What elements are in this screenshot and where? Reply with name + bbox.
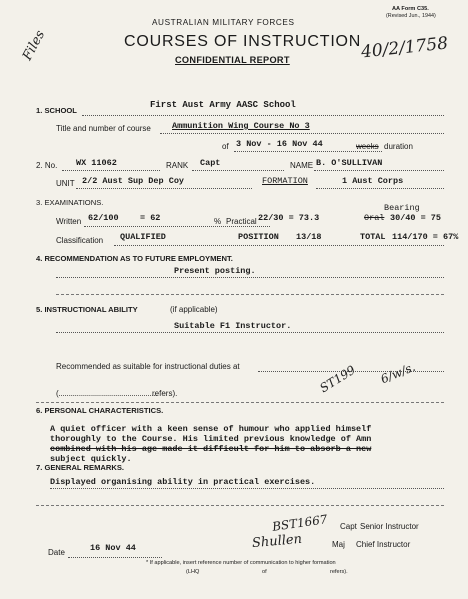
weeks-struck: weeks: [356, 142, 379, 151]
bearing-value: 30/40 = 75: [390, 213, 442, 223]
form-ref: AA Form C35.: [392, 6, 429, 12]
course-value: Ammunition Wing Course No 3: [172, 121, 310, 131]
recommended-label: Recommended as suitable for instructional duties at: [56, 362, 240, 371]
characteristics-line-1: A quiet officer with a keen sense of humour who applied himself: [50, 424, 372, 434]
form-subtitle: CONFIDENTIAL REPORT: [175, 55, 290, 65]
rank-value: Capt: [200, 158, 221, 168]
form-revised: (Revised Jun., 1944): [386, 13, 436, 19]
total-value: 114/170 = 67%: [392, 232, 459, 242]
files-annotation: Files: [20, 28, 49, 64]
handwritten-number: ST199: [317, 362, 358, 396]
school-label: 1. SCHOOL: [36, 106, 77, 115]
name-label: NAME: [290, 161, 314, 170]
senior-rank: Capt: [340, 522, 357, 531]
duration-label: duration: [384, 142, 413, 151]
bearing-label: Bearing: [384, 203, 420, 213]
unit-value: 2/2 Aust Sup Dep Coy: [82, 176, 185, 186]
chief-signature: Shullen: [251, 531, 303, 552]
characteristics-label: 6. PERSONAL CHARACTERISTICS.: [36, 406, 164, 415]
chief-instructor-label: Chief Instructor: [356, 540, 411, 549]
exams-label: 3. EXAMINATIONS.: [36, 198, 104, 207]
practical-label: Practical: [226, 217, 257, 226]
percent-sign: %: [214, 217, 222, 226]
date-value: 16 Nov 44: [90, 543, 136, 553]
written-label: Written: [56, 217, 82, 226]
footnote-of: of: [262, 569, 267, 575]
written-percent: = 62: [140, 213, 161, 223]
footnote-line: * If applicable, insert reference number of communication to higher formation: [146, 560, 336, 566]
position-value: 13/18: [296, 232, 322, 242]
classification-label: Classification: [56, 236, 104, 245]
refers-open: (.................................................: [56, 389, 158, 398]
course-label: Title and number of course: [56, 124, 151, 133]
name-value: B. O'SULLIVAN: [316, 158, 383, 168]
characteristics-line-2: thoroughly to the Course. His limited previous knowledge of Amn: [50, 434, 372, 444]
position-label: POSITION: [238, 232, 279, 242]
no-label: 2. No.: [36, 161, 58, 170]
no-value: WX 11062: [76, 158, 117, 168]
instructional-label: 5. INSTRUCTIONAL ABILITY: [36, 305, 138, 314]
footnote-lhq: (LHQ: [186, 569, 200, 575]
school-value: First Aust Army AASC School: [150, 100, 296, 110]
formation-value: 1 Aust Corps: [342, 176, 404, 186]
total-label: TOTAL: [360, 232, 386, 242]
characteristics-line-4: subject quickly.: [50, 454, 132, 464]
recommendation-label: 4. RECOMMENDATION AS TO FUTURE EMPLOYMENT.: [36, 254, 233, 263]
written-value: 62/100: [88, 213, 119, 223]
footnote-refers: refers).: [330, 569, 348, 575]
instructional-value: Suitable F1 Instructor.: [174, 321, 292, 331]
unit-label: UNIT: [56, 179, 75, 188]
org-name: AUSTRALIAN MILITARY FORCES: [152, 18, 295, 27]
course-dates: 3 Nov - 16 Nov 44: [236, 139, 323, 149]
date-label: Date: [48, 548, 65, 557]
file-number-annotation: 40/2/1758: [360, 33, 449, 63]
recommendation-value: Present posting.: [174, 266, 256, 276]
refers-label: refers).: [152, 389, 178, 398]
remarks-label: 7. GENERAL REMARKS.: [36, 463, 125, 472]
senior-instructor-label: Senior Instructor: [360, 522, 419, 531]
characteristics-line-3: combined with his age made it difficult for him to absorb a new: [50, 444, 372, 454]
remarks-value: Displayed organising ability in practical exercises.: [50, 477, 316, 487]
formation-label: FORMATION: [262, 176, 308, 186]
practical-value: 22/30 = 73.3: [258, 213, 320, 223]
classification-value: QUALIFIED: [120, 232, 166, 242]
form-title: COURSES OF INSTRUCTION: [124, 33, 362, 50]
chief-rank: Maj: [332, 540, 345, 549]
handwritten-initials: 6/w/s.: [378, 359, 418, 387]
of-label: of: [222, 142, 229, 151]
oral-struck: Oral: [364, 213, 385, 223]
instructional-suffix: (if applicable): [170, 305, 218, 314]
senior-signature: BST1667: [271, 512, 329, 534]
rank-label: RANK: [166, 161, 189, 170]
